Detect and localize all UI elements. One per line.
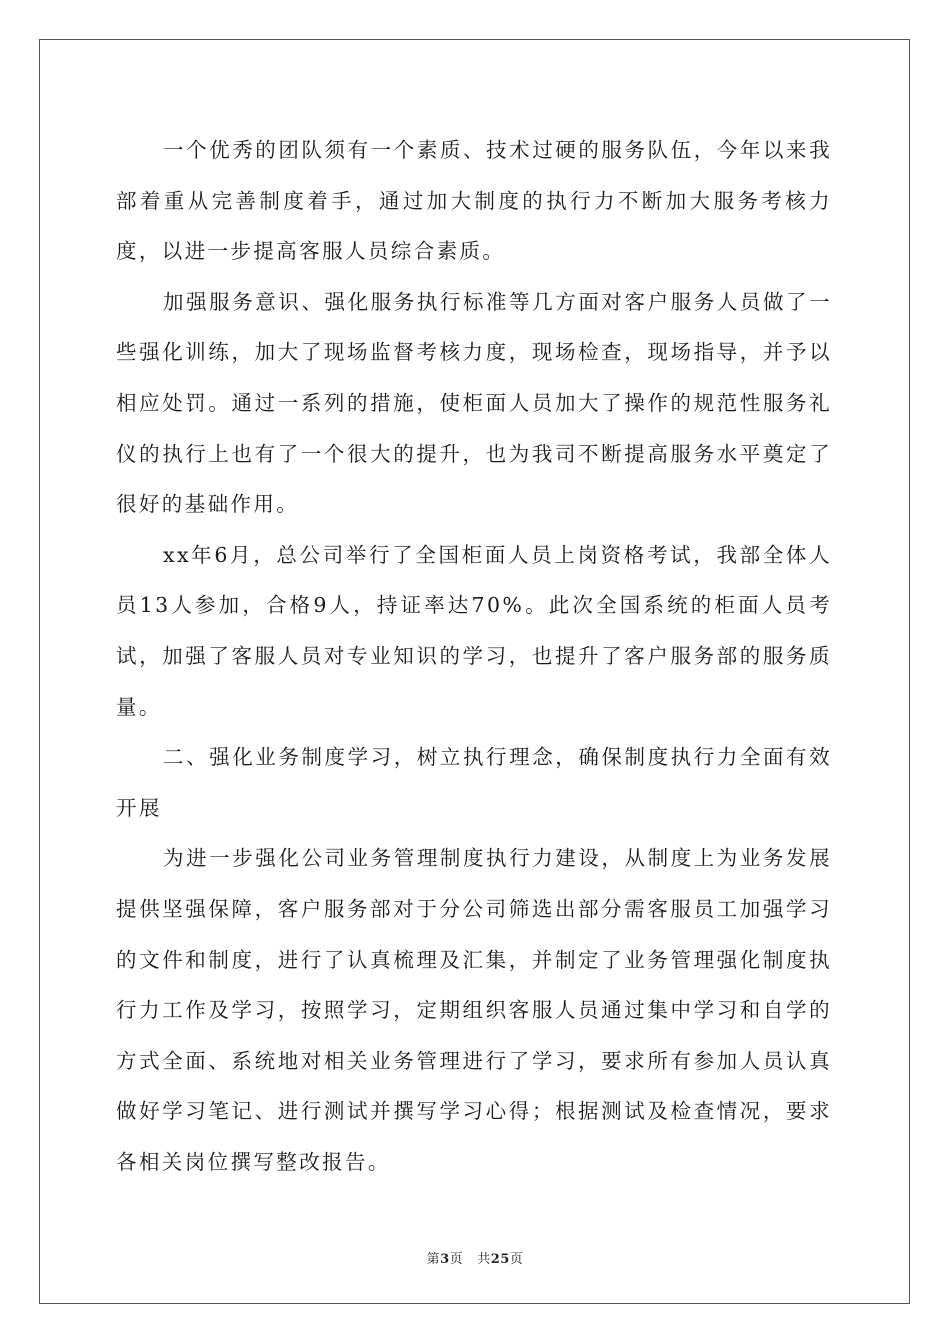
- footer-page-suffix: 页: [449, 1252, 464, 1267]
- document-body: [116, 125, 832, 1187]
- paragraph-1: 一个优秀的团队须有一个素质、技术过硬的服务队伍，今年以来我部着重从完善制度着手，通过加大制度的执行力不断加大服务考核力度，以进一步提高客服人员综合素质。: [116, 138, 832, 264]
- footer-total-prefix: 共: [477, 1252, 491, 1267]
- footer-total-pages: 25: [490, 1252, 510, 1267]
- footer-page-number: 3: [440, 1252, 450, 1267]
- section-heading: 二、强化业务制度学习，树立执行理念，确保制度执行力全面有效开展: [116, 745, 832, 820]
- paragraph-3: xx年6月，总公司举行了全国柜面人员上岗资格考试，我部全体人员13人参加，合格9人，持证率达70%。此次全国系统的柜面人员考试，加强了客服人员对专业知识的学习，也提升了客户服务部的服务质量。: [116, 542, 832, 719]
- footer-prefix: 第: [426, 1252, 441, 1267]
- paragraph-4: 为进一步强化公司业务管理制度执行力建设，从制度上为业务发展提供坚强保障，客户服务部对于分公司筛选出部分需客服员工加强学习的文件和制度，进行了认真梳理及汇集，并制定了业务管理强化制度执行力工作及学习，按照学习，定期组织客服人员通过集中学习和自学的方式全面、系统地对相关业务管理进行了学习，要求所有参加人员认真做好学习笔记、进行测试并撰写学习心得；根据测试及检查情况，要求各相关岗位撰写整改报告。: [116, 846, 832, 1174]
- footer-total-suffix: 页: [509, 1252, 524, 1267]
- paragraph-2: 加强服务意识、强化服务执行标准等几方面对客户服务人员做了一些强化训练，加大了现场监督考核力度，现场检查，现场指导，并予以相应处罚。通过一系列的措施，使柜面人员加大了操作的规范性服务礼仪的执行上也有了一个很大的提升，也为我司不断提高服务水平奠定了很好的基础作用。: [116, 289, 832, 517]
- page-footer: [0, 1248, 950, 1267]
